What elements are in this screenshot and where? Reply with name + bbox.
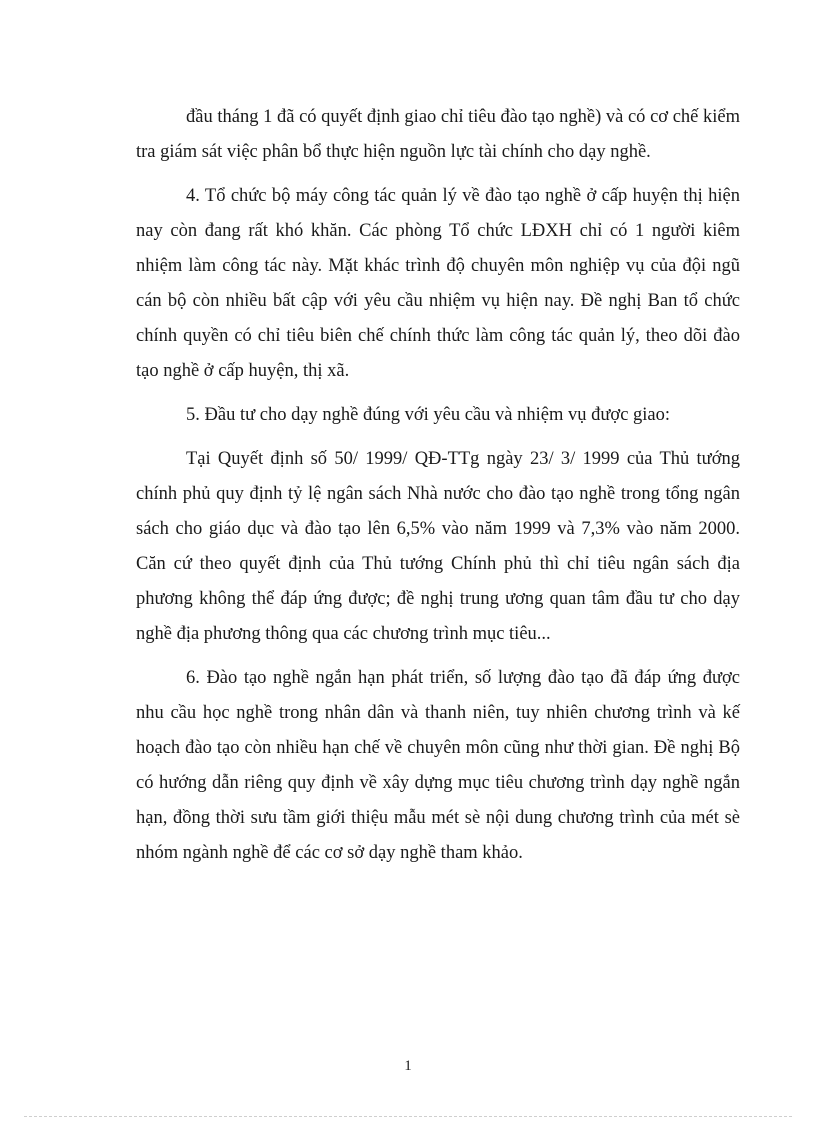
paragraph-decision-50: Tại Quyết định số 50/ 1999/ QĐ-TTg ngày 23/ 3/ 1999 của Thủ tướng chính phủ quy định tỷ lệ ngân sách Nhà nước cho đào tạo nghề trong tổng ngân sách cho giáo dục và đào tạo lên 6,5% vào năm 1999 và 7,3% vào năm 2000. Căn cứ theo quyết định của Thủ tướng Chính phủ thì chỉ tiêu ngân sách địa phương không thể đáp ứng được; đề nghị trung ương quan tâm đầu tư cho dạy nghề địa phương thông qua các chương trình mục tiêu...	[136, 449, 740, 644]
paragraph-item-4: 4. Tổ chức bộ máy công tác quản lý về đào tạo nghề ở cấp huyện thị hiện nay còn đang rất khó khăn. Các phòng Tổ chức LĐXH chỉ có 1 người kiêm nhiệm làm công tác này. Mặt khác trình độ chuyên môn nghiệp vụ của đội ngũ cán bộ còn nhiều bất cập với yêu cầu nhiệm vụ hiện nay. Đề nghị Ban tổ chức chính quyền có chỉ tiêu biên chế chính thức làm công tác quản lý, theo dõi đào tạo nghề ở cấp huyện, thị xã.	[136, 186, 740, 381]
paragraph-item-6: 6. Đào tạo nghề ngắn hạn phát triển, số lượng đào tạo đã đáp ứng được nhu cầu học nghề trong nhân dân và thanh niên, tuy nhiên chương trình và kế hoạch đào tạo còn nhiều hạn chế về chuyên môn cũng như thời gian. Đề nghị Bộ có hướng dẫn riêng quy định về xây dựng mục tiêu chương trình dạy nghề ngắn hạn, đồng thời sưu tầm giới thiệu mẫu mét sè nội dung chương trình của mét sè nhóm ngành nghề để các cơ sở dạy nghề tham khảo.	[136, 668, 740, 863]
page-bottom-divider	[24, 1116, 792, 1117]
paragraph-continuation: đầu tháng 1 đã có quyết định giao chỉ tiêu đào tạo nghề) và có cơ chế kiểm tra giám sát việc phân bổ thực hiện nguồn lực tài chính cho dạy nghề.	[136, 107, 740, 162]
page-number: 1	[404, 1058, 412, 1074]
document-body	[136, 100, 740, 880]
paragraph-item-5: 5. Đầu tư cho dạy nghề đúng với yêu cầu và nhiệm vụ được giao:	[186, 405, 671, 425]
